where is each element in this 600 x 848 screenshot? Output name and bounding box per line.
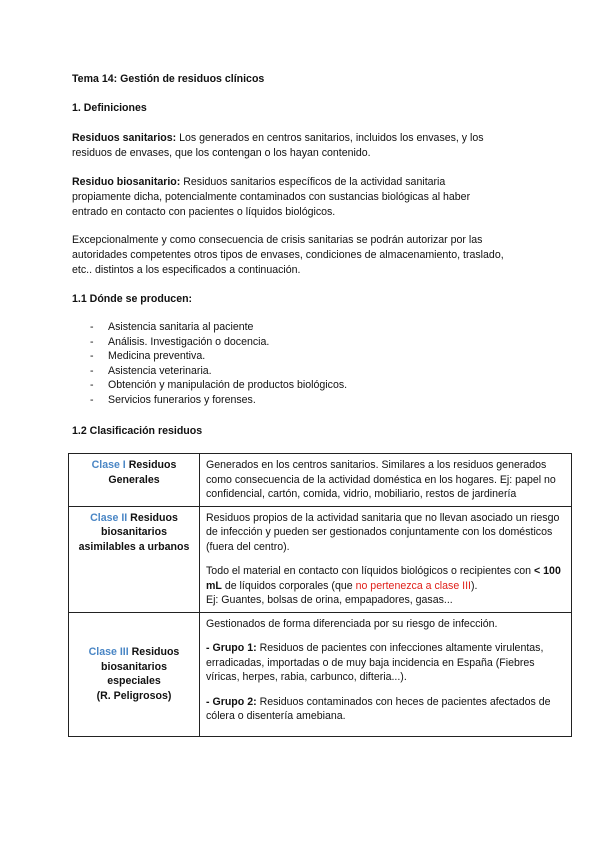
classification-table bbox=[68, 453, 572, 737]
document-title: Tema 14: Gestión de residuos clínicos bbox=[72, 73, 265, 85]
heading-clasificacion-residuos: 1.2 Clasificación residuos bbox=[72, 425, 203, 437]
class-ii-cell: Clase II Residuos biosanitarios asimilables a urbanos bbox=[69, 506, 200, 612]
class-ii-description: Residuos propios de la actividad sanitaria que no llevan asociado un riesgo de infección y pueden ser gestionados conjuntamente con los domésticos (fuera del centro). Todo el material en contacto con líquidos biológicos o recipientes con < 100 mL de líquidos corporales (que no pertenezca a clase III). Ej: Guantes, bolsas de orina, empapadores, gasas... bbox=[200, 506, 572, 612]
list-item: - Asistencia veterinaria. bbox=[90, 364, 212, 377]
def-residuo-biosanitario-line1: Residuo biosanitario: Residuos sanitarios específicos de la actividad sanitaria bbox=[72, 176, 446, 188]
def-residuo-biosanitario-line2: propiamente dicha, potencialmente contaminados con sustancias biológicas al haber bbox=[72, 191, 471, 203]
paragraph-excepcionalmente-line1: Excepcionalmente y como consecuencia de crisis sanitarias se podrán autorizar por las bbox=[72, 234, 483, 246]
list-item: - Servicios funerarios y forenses. bbox=[90, 393, 256, 406]
paragraph-excepcionalmente-line3: etc.. distintos a los especificados a continuación. bbox=[72, 264, 301, 276]
def-residuo-biosanitario-line3: entrado en contacto con pacientes o líquidos biológicos. bbox=[72, 206, 336, 218]
list-item: - Asistencia sanitaria al paciente bbox=[90, 321, 254, 333]
heading-definiciones: 1. Definiciones bbox=[72, 102, 147, 114]
class-iii-cell: Clase III Residuos biosanitarios especiales (R. Peligrosos) bbox=[69, 612, 200, 736]
class-iii-description: Gestionados de forma diferenciada por su riesgo de infección. - Grupo 1: Residuos de pacientes con infecciones altamente virulentas, erradicadas, importadas o de muy baja incidencia en España (Fiebres víricas, herpes, rabia, carbunco, difteria...). - Grupo 2: Residuos contaminados con heces de pacientes afectados de cólera o disentería amebiana. bbox=[200, 612, 572, 736]
list-item: - Medicina preventiva. bbox=[90, 350, 206, 363]
class-i-cell: Clase I Residuos Generales bbox=[69, 454, 200, 507]
class-i-description: Generados en los centros sanitarios. Similares a los residuos generados como consecuencia de la actividad doméstica en los hogares. Ej: papel no confidencial, cartón, comida, vidrio, mobiliario, restos de jardinería bbox=[200, 454, 572, 507]
bullet-list bbox=[72, 320, 347, 408]
paragraph-excepcionalmente-line2: autoridades competentes otros tipos de envases, condiciones de almacenamiento, traslado, bbox=[72, 249, 504, 261]
table-row bbox=[69, 454, 572, 507]
table-row bbox=[69, 506, 572, 612]
def-residuos-sanitarios-line2: residuos de envases, que los contengan o los hayan contenido. bbox=[72, 147, 371, 159]
list-item: - Obtención y manipulación de productos biológicos. bbox=[90, 379, 348, 392]
list-item: - Análisis. Investigación o docencia. bbox=[90, 335, 270, 348]
table-row bbox=[69, 612, 572, 736]
heading-donde-se-producen: 1.1 Dónde se producen: bbox=[72, 293, 193, 305]
def-residuos-sanitarios-line1: Residuos sanitarios: Los generados en centros sanitarios, incluidos los envases, y los bbox=[72, 132, 484, 144]
